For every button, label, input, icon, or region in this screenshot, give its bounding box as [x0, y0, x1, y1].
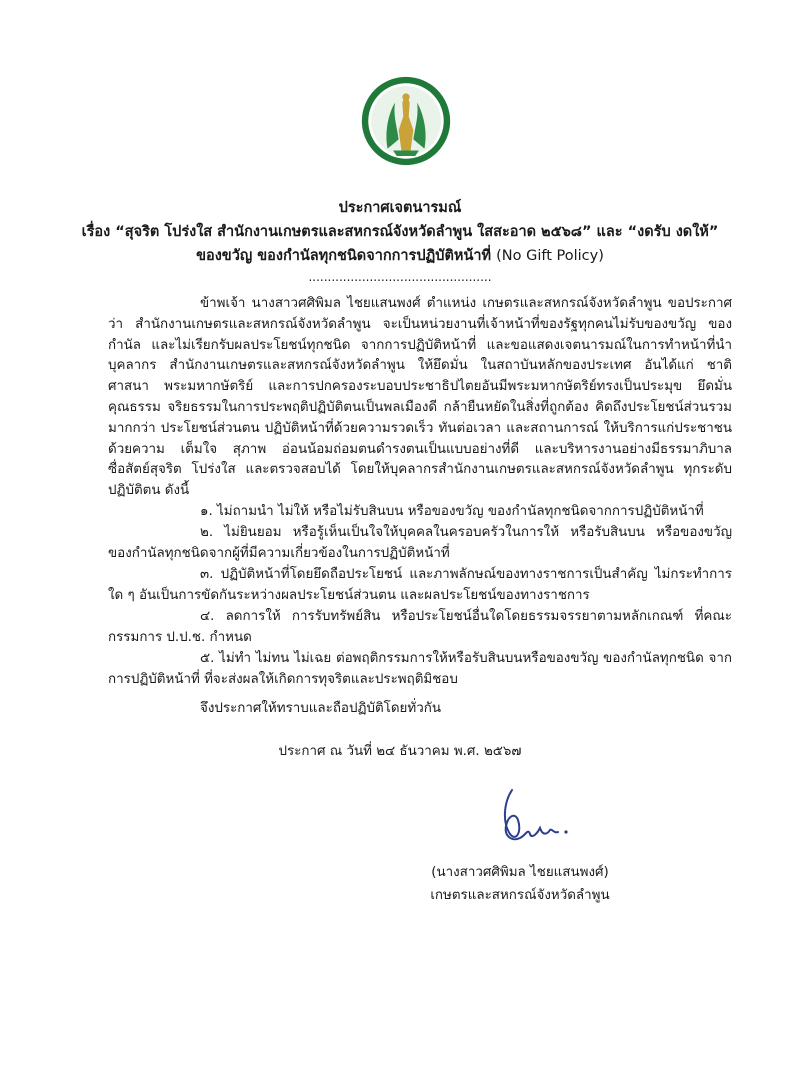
- list-item: ๒. ไม่ยินยอม หรือรู้เห็นเป็นใจให้บุคคลในครอบครัวในการให้ หรือรับสินบน หรือของขวัญ ของกำนัลทุกชนิดจากผู้ที่มีความเกี่ยวข้องในการปฏิบัติหน้าที่: [108, 525, 732, 561]
- subject-line-2-thai: ของขวัญ ของกำนัลทุกชนิดจากการปฏิบัติหน้าที่: [196, 248, 492, 264]
- subject-line-2-english: (No Gift Policy): [496, 248, 604, 264]
- signatory-name: (นางสาวศศิพิมล ไชยแสนพงศ์): [431, 865, 609, 880]
- closing-statement: จึงประกาศให้ทราบและถือปฏิบัติโดยทั่วกัน: [200, 701, 442, 716]
- list-item: ๕. ไม่ทำ ไม่ทน ไม่เฉย ต่อพฤติกรรมการให้หรือรับสินบนหรือของขวัญ ของกำนัลทุกชนิด จากการปฏิบัติหน้าที่ ที่จะส่งผลให้เกิดการทุจริตและประพฤติมิชอบ: [108, 651, 732, 687]
- signatory-position: เกษตรและสหกรณ์จังหวัดลำพูน: [430, 888, 610, 903]
- announcement-date: ประกาศ ณ วันที่ ๒๔ ธันวาคม พ.ศ. ๒๕๖๗: [278, 744, 522, 759]
- subject-line-1: เรื่อง “สุจริต โปร่งใส สำนักงานเกษตรและสหกรณ์จังหวัดลำพูน ใสสะอาด ๒๕๖๘” และ “งดรับ งดให้”: [81, 224, 719, 240]
- announcement-title: ประกาศเจตนารมณ์: [338, 200, 462, 216]
- dotted-divider: ................................................: [308, 270, 492, 284]
- list-item: ๓. ปฏิบัติหน้าที่โดยยึดถือประโยชน์ และภาพลักษณ์ของทางราชการเป็นสำคัญ ไม่กระทำการใด ๆ อันเป็นการขัดกันระหว่างผลประโยชน์ส่วนตน และผลประโยชน์ของทางราชการ: [108, 567, 732, 603]
- handwritten-signature-icon: [482, 782, 592, 852]
- list-item: ๔. ลดการให้ การรับทรัพย์สิน หรือประโยชน์อื่นใดโดยธรรมจรรยาตามหลักเกณฑ์ ที่คณะกรรมการ ป.ป.ช. กำหนด: [108, 609, 732, 645]
- list-item: ๑. ไม่ถามนำ ไม่ให้ หรือไม่รับสินบน หรือของขวัญ ของกำนัลทุกชนิดจากการปฏิบัติหน้าที่: [200, 504, 704, 519]
- subject-line-2: [0, 244, 800, 267]
- main-paragraph: ข้าพเจ้า นางสาวศศิพิมล ไชยแสนพงศ์ ตำแหน่ง เกษตรและสหกรณ์จังหวัดลำพูน ขอประกาศว่า สำนักงานเกษตรและสหกรณ์จังหวัดลำพูน จะเป็นหน่วยงานที่เจ้าหน้าที่ของรัฐทุกคนไม่รับของขวัญ ของกำนัล และไม่เรียกรับผลประโยชน์ทุกชนิด จากการปฏิบัติหน้าที่ และขอแสดงเจตนารมณ์ในการทำหน้าที่นำบุคลากร สำนักงานเกษตรและสหกรณ์จังหวัดลำพูน ให้ยึดมั่น ในสถาบันหลักของประเทศ อันได้แก่ ชาติ ศาสนา พระมหากษัตริย์ และการปกครองระบอบประชาธิปไตยอันมีพระมหากษัตริย์ทรงเป็นประมุข ยึดมั่นคุณธรรม จริยธรรมในการประพฤติปฏิบัติตนเป็นพลเมืองดี กล้ายืนหยัดในสิ่งที่ถูกต้อง คิดถึงประโยชน์ส่วนรวมมากกว่า ประโยชน์ส่วนตน ปฏิบัติหน้าที่ด้วยความรวดเร็ว ทันต่อเวลา และสถานการณ์ ให้บริการแก่ประชาชนด้วยความ เต็มใจ สุภาพ อ่อนน้อมถ่อมตนดำรงตนเป็นแบบอย่างที่ดี และบริหารงานอย่างมีธรรมาภิบาล ซื่อสัตย์สุจริต โปร่งใส และตรวจสอบได้ โดยให้บุคลากรสำนักงานเกษตรและสหกรณ์จังหวัดลำพูน ทุกระดับปฏิบัติตน ดังนี้: [108, 296, 732, 499]
- dept-agriculture-seal-icon: [360, 75, 452, 167]
